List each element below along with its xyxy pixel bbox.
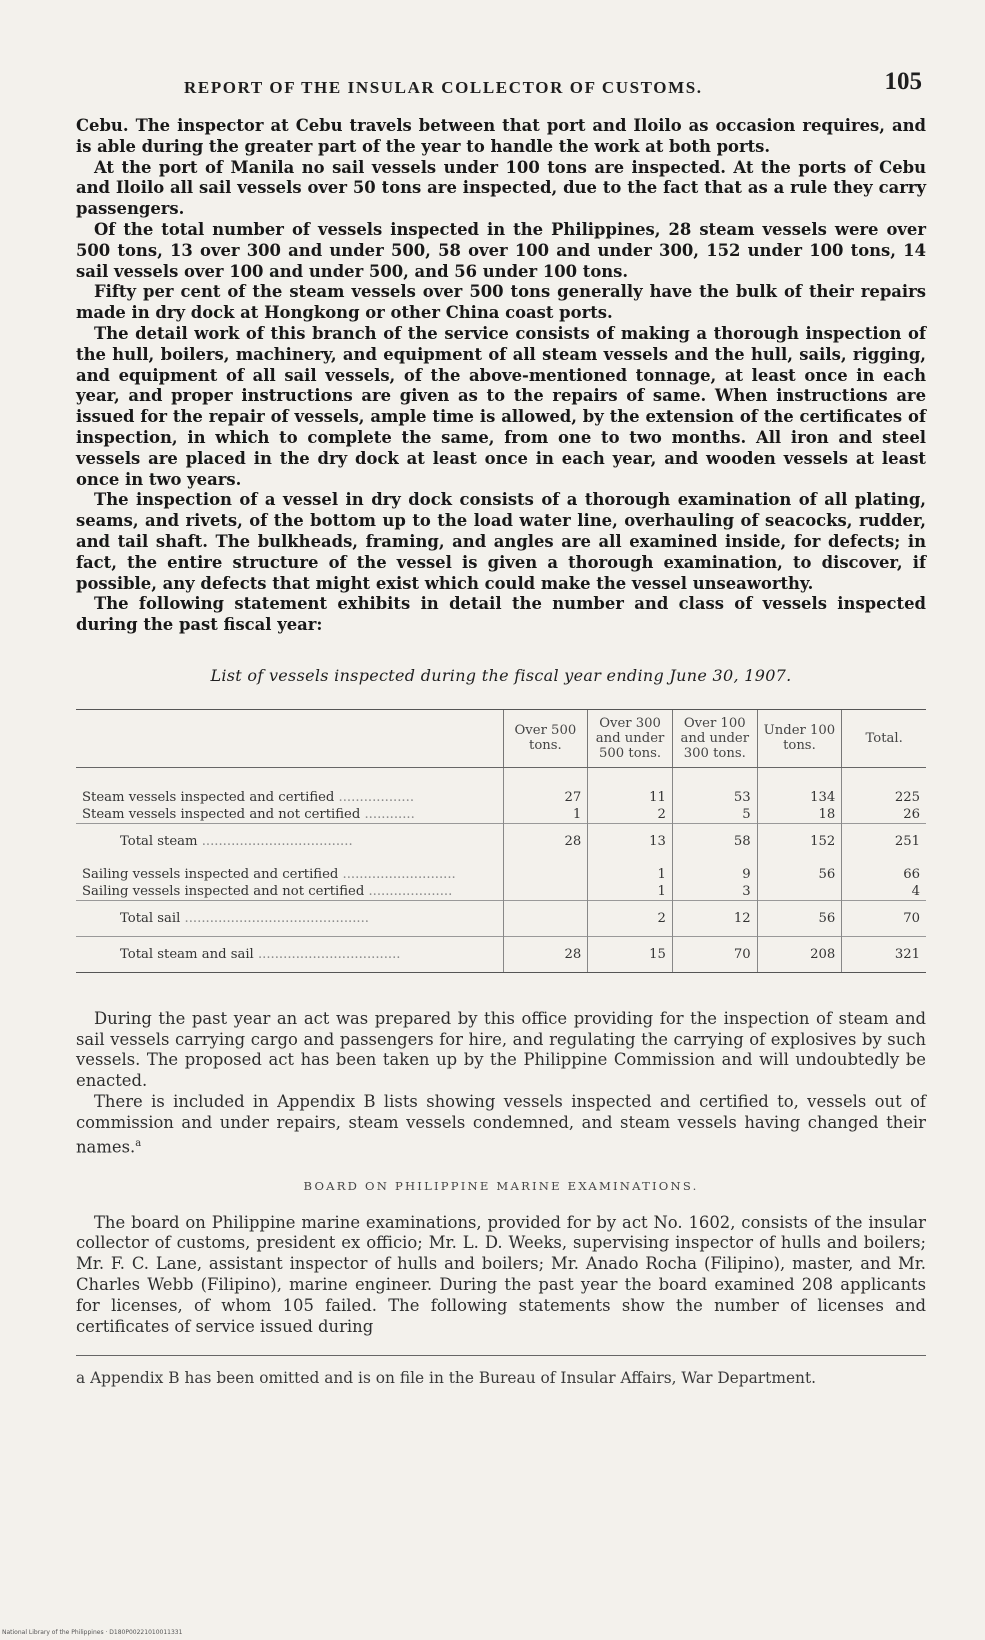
table-cell [757, 883, 842, 901]
section-heading: BOARD ON PHILIPPINE MARINE EXAMINATIONS. [303, 1178, 699, 1193]
table-cell: 70 [672, 936, 757, 972]
table-cell: 12 [672, 900, 757, 936]
row-label: Steam vessels inspected and not certified ............ [82, 806, 415, 822]
footnote: a Appendix B has been omitted and is on file in the Bureau of Insular Affairs, War Department. [76, 1355, 926, 1388]
table-header-row [76, 709, 926, 767]
table-cell: 15 [588, 936, 673, 972]
page-number: 105 [884, 68, 922, 95]
column-header: Under 100 tons. [757, 709, 842, 767]
footnote-marker: a [135, 1137, 142, 1149]
table-cell: 28 [503, 823, 588, 859]
column-header: Over 300 and under 500 tons. [588, 709, 673, 767]
table-cell: 4 [842, 883, 926, 901]
body-text-lower [76, 1009, 926, 1389]
paragraph-act-prepared: During the past year an act was prepared by this office providing for the inspection of steam and sail vessels carrying cargo and passengers for hire, and regulating the carrying of explosives by such vessels. The proposed act has been taken up by the Philippine Commission and will undoubtedly be enacted. [76, 1008, 926, 1091]
table-cell [503, 859, 588, 883]
table-row-total-sail [76, 900, 926, 936]
table-row [76, 806, 926, 824]
row-label: Total steam and sail .................................. [76, 936, 503, 972]
table-cell: 5 [672, 806, 757, 824]
paragraph-board: The board on Philippine marine examinations, provided for by act No. 1602, consists of the insular collector of customs, president ex officio; Mr. L. D. Weeks, supervising inspector of hulls and boilers; Mr. F. C. Lane, assistant inspector of hulls and boilers; Mr. Anado Rocha (Filipino), master, and Mr. Charles Webb (Filipino), marine engineer. During the past year the board examined 208 applicants for licenses, of whom 105 failed. The following statements show the number of licenses and certificates of service issued during [76, 1212, 926, 1336]
table-cell: 321 [842, 936, 926, 972]
paragraph-statement-intro: The following statement exhibits in detail the number and class of vessels inspected during the past fiscal year: [76, 594, 926, 635]
table-cell: 11 [588, 767, 673, 806]
table-cell: 13 [588, 823, 673, 859]
table-cell: 66 [842, 859, 926, 883]
table-row [76, 767, 926, 806]
paragraph-fifty-percent: Fifty per cent of the steam vessels over 500 tons generally have the bulk of their repairs made in dry dock at Hongkong or other China coast ports. [76, 282, 926, 323]
body-text-top [76, 116, 926, 636]
table-cell: 3 [672, 883, 757, 901]
row-label: Sailing vessels inspected and not certified .................... [82, 883, 453, 899]
table-cell: 1 [588, 859, 673, 883]
table-cell: 2 [588, 900, 673, 936]
row-label: Total steam .................................... [76, 823, 503, 859]
table-cell: 208 [757, 936, 842, 972]
table-row-total-steam-and-sail [76, 936, 926, 972]
row-label: Total sail ............................................ [76, 900, 503, 936]
column-header: Over 100 and under 300 tons. [672, 709, 757, 767]
table-row-total-steam [76, 823, 926, 859]
table-row [76, 883, 926, 901]
row-label: Sailing vessels inspected and certified ........................... [82, 866, 456, 882]
table-cell [503, 883, 588, 901]
table-cell: 1 [588, 883, 673, 901]
running-head [76, 68, 926, 108]
table-cell: 58 [672, 823, 757, 859]
scan-imprint: National Library of the Philippines · D180P00221010011331 [2, 1629, 183, 1636]
paragraph-manila: At the port of Manila no sail vessels under 100 tons are inspected. At the ports of Cebu and Iloilo all sail vessels over 50 tons are inspected, due to the fact that as a rule they carry passengers. [76, 157, 926, 219]
table-cell: 56 [757, 900, 842, 936]
column-header: Over 500 tons. [503, 709, 588, 767]
table-cell: 26 [842, 806, 926, 824]
column-header-blank [76, 709, 503, 767]
table-cell: 28 [503, 936, 588, 972]
table-cell: 70 [842, 900, 926, 936]
table-cell: 27 [503, 767, 588, 806]
table-cell: 1 [503, 806, 588, 824]
table-cell [503, 900, 588, 936]
table-cell: 2 [588, 806, 673, 824]
paragraph-cebu: Cebu. The inspector at Cebu travels between that port and Iloilo as occasion requires, and is able during the greater part of the year to handle the work at both ports. [76, 116, 926, 156]
paragraph-dry-dock: The inspection of a vessel in dry dock consists of a thorough examination of all plating, seams, and rivets, of the bottom up to the load water line, overhauling of seacocks, rudder, and tail shaft. The bulkheads, framing, and angles are all examined inside, for defects; in fact, the entire structure of the vessel is given a thorough examination, to discover, if possible, any defects that might exist which could make the vessel unseaworthy. [76, 490, 926, 593]
report-title: REPORT OF THE INSULAR COLLECTOR OF CUSTOMS. [184, 78, 703, 97]
document-page [76, 68, 926, 1388]
column-header: Total. [842, 709, 926, 767]
table-cell: 18 [757, 806, 842, 824]
table-cell: 152 [757, 823, 842, 859]
row-label: Steam vessels inspected and certified .................. [82, 789, 415, 805]
table-cell: 225 [842, 767, 926, 806]
paragraph-totals: Of the total number of vessels inspected in the Philippines, 28 steam vessels were over 500 tons, 13 over 300 and under 500, 58 over 100 and under 300, 152 under 100 tons, 14 sail vessels over 100 and under 500, and 56 under 100 tons. [76, 219, 926, 281]
table-caption: List of vessels inspected during the fiscal year ending June 30, 1907. [210, 665, 792, 685]
table-row [76, 859, 926, 883]
paragraph-appendix: There is included in Appendix B lists showing vessels inspected and certified to, vessels out of commission and under repairs, steam vessels condemned, and steam vessels having changed their names.$^a$ [76, 1091, 926, 1156]
table-cell: 134 [757, 767, 842, 806]
vessels-table [76, 709, 926, 973]
table-cell: 53 [672, 767, 757, 806]
table-cell: 251 [842, 823, 926, 859]
table-cell: 9 [672, 859, 757, 883]
table-cell: 56 [757, 859, 842, 883]
paragraph-detail-work: The detail work of this branch of the service consists of making a thorough inspection of the hull, boilers, machinery, and equipment of all steam vessels and the hull, sails, rigging, and equipment of all sail vessels, of the above-mentioned tonnage, at least once in each year, and proper instructions are given as to the repairs of same. When instructions are issued for the repair of vessels, ample time is allowed, by the extension of the certificates of inspection, in which to complete the same, from one to two months. All iron and steel vessels are placed in the dry dock at least once in each year, and wooden vessels at least once in two years. [76, 323, 926, 489]
